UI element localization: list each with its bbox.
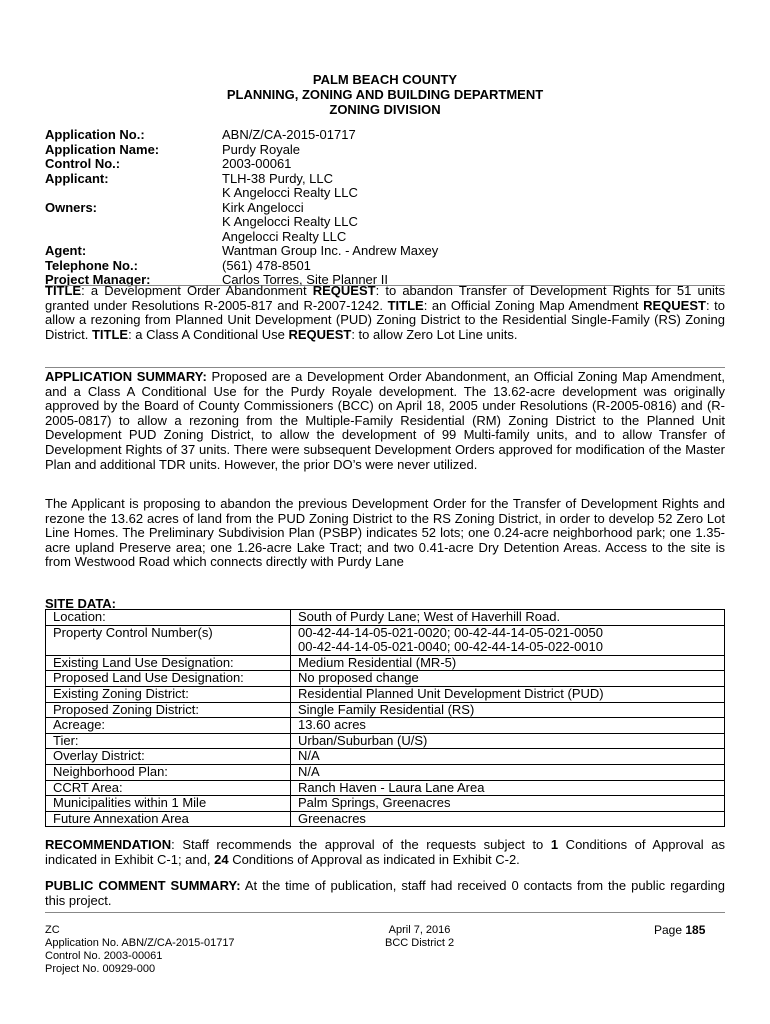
site-value-line: Urban/Suburban (U/S) xyxy=(298,732,428,748)
recommendation xyxy=(45,838,725,867)
site-value xyxy=(291,733,725,749)
field-value: (561) 478-8501 xyxy=(222,257,311,273)
site-label: Acreage: xyxy=(46,718,291,734)
title-label: TITLE xyxy=(45,283,82,298)
site-label: Proposed Zoning District: xyxy=(46,702,291,718)
field-value: Purdy Royale xyxy=(222,141,301,157)
recommendation-text: Conditions of Approval as indicated in Exhibit C-1; and, xyxy=(45,837,725,867)
summary-text: Proposed are a Development Order Abandonment, an Official Zoning Map Amendment, and a Class A Conditional Use for the Purdy Royale development. The 13.62-acre development was originally approved by the Board of County Commissioners (BCC) on April 18, 2005 under Resolutions (R-2005-0816) and (R-2005-0817) to allow a rezoning from the Multiple-Family Residential (RM) Zoning District to the Planned Unit Development PUD Zoning District, to allow the development of 99 Multi-family units, and to allow Transfer of Development Rights of 37 units. There were subsequent Development Orders approved for modification of the Master Plan and additional TDR units. However, the prior DO’s were never utilized. xyxy=(45,369,725,472)
table-row xyxy=(46,749,725,765)
field-label: Application No.: xyxy=(45,127,145,142)
recommendation-text: Conditions of Approval as indicated in Exhibit C-2. xyxy=(228,851,520,867)
table-row xyxy=(46,733,725,749)
site-value-line: Ranch Haven - Laura Lane Area xyxy=(298,779,485,795)
field-value: Carlos Torres, Site Planner II xyxy=(222,272,388,287)
title-label: TITLE xyxy=(91,326,129,342)
field-label: Telephone No.: xyxy=(45,257,138,273)
condition-count: 1 xyxy=(550,837,559,852)
table-row xyxy=(46,780,725,796)
footer-district: BCC District 2 xyxy=(385,937,455,949)
footer-line: ZC xyxy=(45,924,60,936)
site-value-line: N/A xyxy=(298,763,320,779)
title-request-block xyxy=(45,284,725,342)
request-label: REQUEST xyxy=(312,283,376,298)
summary-paragraph-2: The Applicant is proposing to abandon the previous Development Order for the Transfer of Development Rights and rezone the 13.62 acres of land from the PUD Zoning District to the RS Zoning District, in order to develop 52 Zero Lot Line Homes. The Preliminary Subdivision Plan (PSBP) indicates 52 lots; one 0.24-acre neighborhood park; one 1.35-acre upland Preserve area; one 1.26-acre Lake Tract; and two 0.41-acre Dry Detention Areas. Access to the site is from Westwood Road which connects directly with Purdy Lane xyxy=(45,496,725,570)
site-value xyxy=(291,702,725,718)
divider xyxy=(45,367,725,368)
site-value-line: Medium Residential (MR-5) xyxy=(298,654,457,670)
site-value xyxy=(291,718,725,734)
table-row xyxy=(46,811,725,827)
field-label: Agent: xyxy=(45,243,87,258)
condition-count: 24 xyxy=(214,851,229,867)
site-value-line: 00-42-44-14-05-021-0020; 00-42-44-14-05-021-0050 xyxy=(298,624,603,640)
field-value: Angelocci Realty LLC xyxy=(222,228,347,244)
footer-left xyxy=(45,924,235,976)
recommendation-text: : Staff recommends the approval of the requests subject to xyxy=(171,837,551,852)
field-row xyxy=(45,157,725,172)
site-value xyxy=(291,811,725,827)
page-number-value: 185 xyxy=(685,923,706,937)
title-text: : a Class A Conditional Use xyxy=(128,326,289,342)
header-department: PLANNING, ZONING AND BUILDING DEPARTMENT xyxy=(226,87,544,102)
site-value xyxy=(291,671,725,687)
field-row xyxy=(45,128,725,143)
table-row xyxy=(46,655,725,671)
site-label: Neighborhood Plan: xyxy=(46,764,291,780)
table-row xyxy=(46,671,725,687)
application-fields xyxy=(45,128,725,288)
header-division: ZONING DIVISION xyxy=(329,102,441,117)
field-value: TLH-38 Purdy, LLC xyxy=(222,170,334,186)
site-value xyxy=(291,655,725,671)
title-text: : a Development Order Abandonment xyxy=(81,283,313,298)
site-label: Location: xyxy=(46,610,291,626)
field-row xyxy=(45,259,725,274)
footer-line: Application No. ABN/Z/CA-2015-01717 xyxy=(45,937,235,949)
footer-date: April 7, 2016 xyxy=(388,924,451,936)
field-row xyxy=(45,172,725,187)
field-label: Application Name: xyxy=(45,141,160,157)
site-value-line: 00-42-44-14-05-021-0040; 00-42-44-14-05-022-0010 xyxy=(298,639,603,655)
site-label: Tier: xyxy=(46,733,291,749)
site-value-line: N/A xyxy=(298,748,320,764)
field-row xyxy=(45,230,725,245)
site-value-line: Single Family Residential (RS) xyxy=(298,701,475,717)
field-value: 2003-00061 xyxy=(222,156,292,171)
public-comment-heading: PUBLIC COMMENT SUMMARY: xyxy=(45,878,241,893)
site-value-line: 13.60 acres xyxy=(298,717,366,733)
header-county: PALM BEACH COUNTY xyxy=(312,72,458,87)
site-label: Future Annexation Area xyxy=(46,811,291,827)
site-value-line: Greenacres xyxy=(298,810,366,826)
table-row xyxy=(46,796,725,812)
site-value xyxy=(291,780,725,796)
table-row xyxy=(46,686,725,702)
field-label: Project Manager: xyxy=(45,272,151,287)
request-text: : to allow a rezoning from Planned Unit Development (PUD) Zoning District to the Residential Single-Family (RS) Zoning District. xyxy=(45,297,725,342)
site-value xyxy=(291,749,725,765)
site-data-table xyxy=(45,609,725,827)
request-label: REQUEST xyxy=(643,297,706,313)
site-value xyxy=(291,610,725,626)
site-value xyxy=(291,796,725,812)
footer-divider xyxy=(45,912,725,913)
field-label: Owners: xyxy=(45,199,98,215)
site-value-line: Residential Planned Unit Development District (PUD) xyxy=(298,685,604,701)
title-text: : an Official Zoning Map Amendment xyxy=(423,297,644,313)
field-row xyxy=(45,186,725,201)
footer-line: Project No. 00929-000 xyxy=(45,963,156,975)
site-value-line: South of Purdy Lane; West of Haverhill Road. xyxy=(298,609,561,624)
page-label: Page xyxy=(654,923,686,937)
site-label: Overlay District: xyxy=(46,749,291,765)
field-row xyxy=(45,201,725,216)
site-data-heading: SITE DATA: xyxy=(45,596,117,611)
footer-line: Control No. 2003-00061 xyxy=(45,950,163,962)
site-value xyxy=(291,686,725,702)
site-label: Existing Land Use Designation: xyxy=(46,655,291,671)
summary-heading: APPLICATION SUMMARY: xyxy=(45,369,207,384)
site-label: Municipalities within 1 Mile xyxy=(46,796,291,812)
recommendation-heading: RECOMMENDATION xyxy=(45,837,172,852)
site-label: Property Control Number(s) xyxy=(46,625,291,655)
page-number xyxy=(654,924,705,937)
request-text: : to abandon Transfer of Development Rights for 51 units granted under Resolutions R-2005-817 and R-2007-1242. xyxy=(45,283,725,313)
title-label: TITLE xyxy=(387,297,424,313)
request-label: REQUEST xyxy=(288,326,352,342)
public-comment-text: At the time of publication, staff had received 0 contacts from the public regarding this project. xyxy=(45,878,725,908)
field-row xyxy=(45,143,725,158)
site-value-line: Palm Springs, Greenacres xyxy=(298,795,451,811)
table-row xyxy=(46,702,725,718)
field-value: K Angelocci Realty LLC xyxy=(222,185,358,200)
site-label: Proposed Land Use Designation: xyxy=(46,671,291,687)
table-row xyxy=(46,718,725,734)
application-summary xyxy=(45,370,725,472)
field-label: Control No.: xyxy=(45,156,121,171)
public-comment-summary xyxy=(45,879,725,908)
table-row xyxy=(46,625,725,655)
site-label: Existing Zoning District: xyxy=(46,686,291,702)
table-row xyxy=(46,764,725,780)
footer-center xyxy=(385,924,454,950)
site-value xyxy=(291,625,725,655)
site-value xyxy=(291,764,725,780)
field-row xyxy=(45,215,725,230)
document-header xyxy=(45,72,725,117)
field-value: Wantman Group Inc. - Andrew Maxey xyxy=(222,243,439,258)
site-value-line: No proposed change xyxy=(298,670,419,686)
site-label: CCRT Area: xyxy=(46,780,291,796)
field-row xyxy=(45,244,725,259)
field-label: Applicant: xyxy=(45,170,109,186)
field-value: ABN/Z/CA-2015-01717 xyxy=(222,127,356,142)
field-value: K Angelocci Realty LLC xyxy=(222,214,358,229)
table-row xyxy=(46,610,725,626)
field-value: Kirk Angelocci xyxy=(222,199,304,215)
request-text: : to allow Zero Lot Line units. xyxy=(351,326,518,342)
